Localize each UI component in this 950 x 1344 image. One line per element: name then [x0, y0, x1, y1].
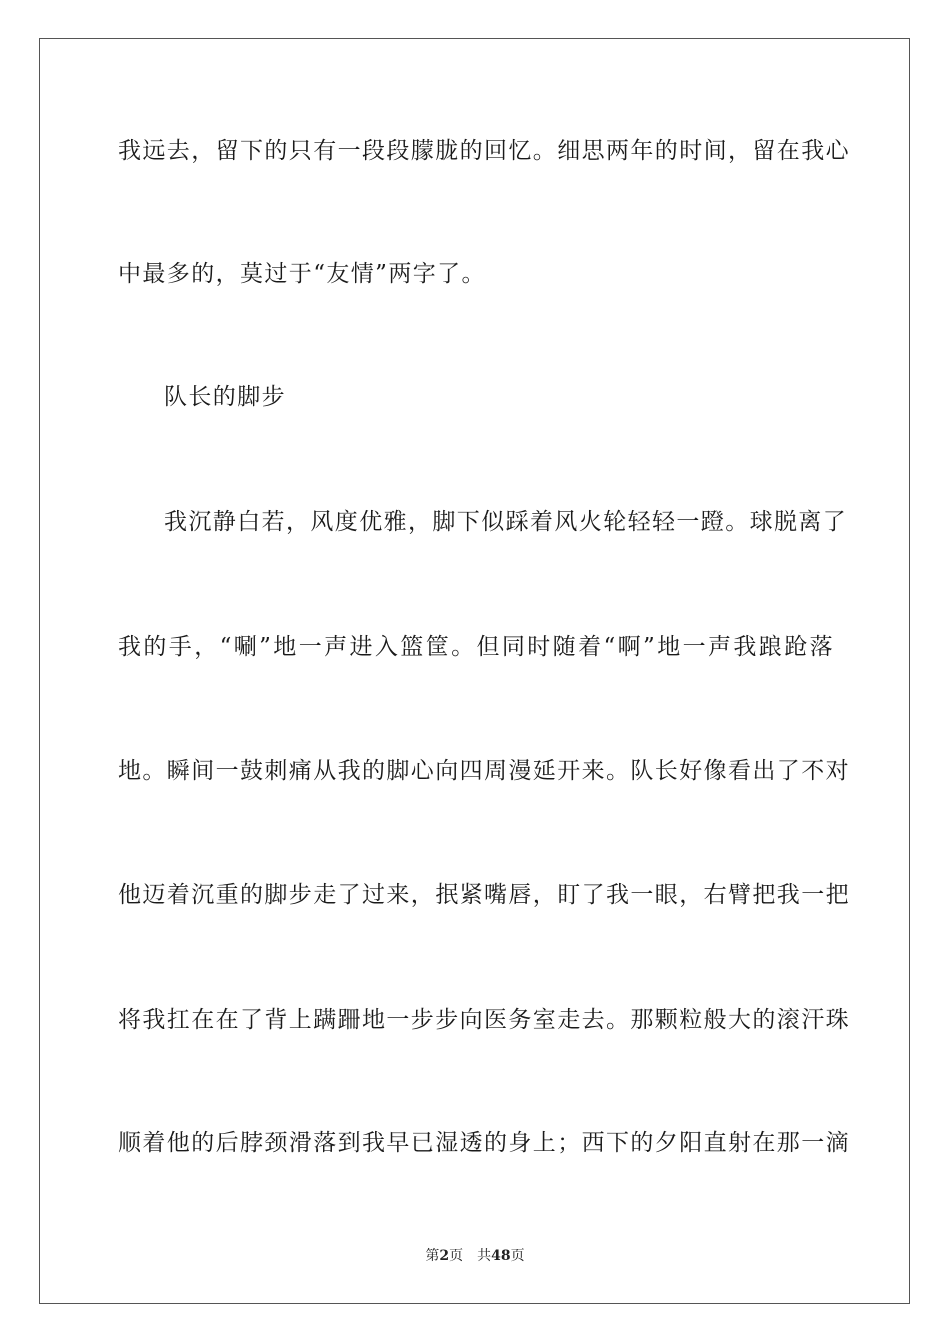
text-line-9: 顺着他的后脖颈滑落到我早已湿透的身上；西下的夕阳直射在那一滴 — [118, 1130, 850, 1156]
section-heading: 队长的脚步 — [164, 384, 286, 410]
page-border — [39, 38, 910, 1304]
footer-total-number: 48 — [491, 1248, 511, 1264]
footer-page-prefix: 第 — [425, 1248, 440, 1264]
text-line-4: 我沉静白若，风度优雅，脚下似踩着风火轮轻轻一蹬。球脱离了 — [164, 509, 848, 535]
page-footer — [0, 1247, 950, 1265]
text-line-8: 将我扛在在了背上蹒跚地一步步向医务室走去。那颗粒般大的滚汗珠 — [118, 1007, 850, 1033]
text-line-5: 我的手，“唰”地一声进入篮筐。但同时随着“啊”地一声我踉跄落 — [118, 634, 834, 660]
footer-total-prefix: 共 — [477, 1248, 492, 1264]
footer-page-number: 2 — [439, 1248, 450, 1264]
text-line-2: 中最多的，莫过于“友情”两字了。 — [118, 261, 486, 287]
text-line-1: 我远去，留下的只有一段段朦胧的回忆。细思两年的时间，留在我心 — [118, 138, 850, 164]
footer-total-suffix: 页 — [510, 1248, 525, 1264]
footer-page-suffix: 页 — [449, 1248, 464, 1264]
text-line-6: 地。瞬间一鼓刺痛从我的脚心向四周漫延开来。队长好像看出了不对 — [118, 758, 850, 784]
text-line-7: 他迈着沉重的脚步走了过来，抿紧嘴唇，盯了我一眼，右臂把我一把 — [118, 882, 850, 908]
